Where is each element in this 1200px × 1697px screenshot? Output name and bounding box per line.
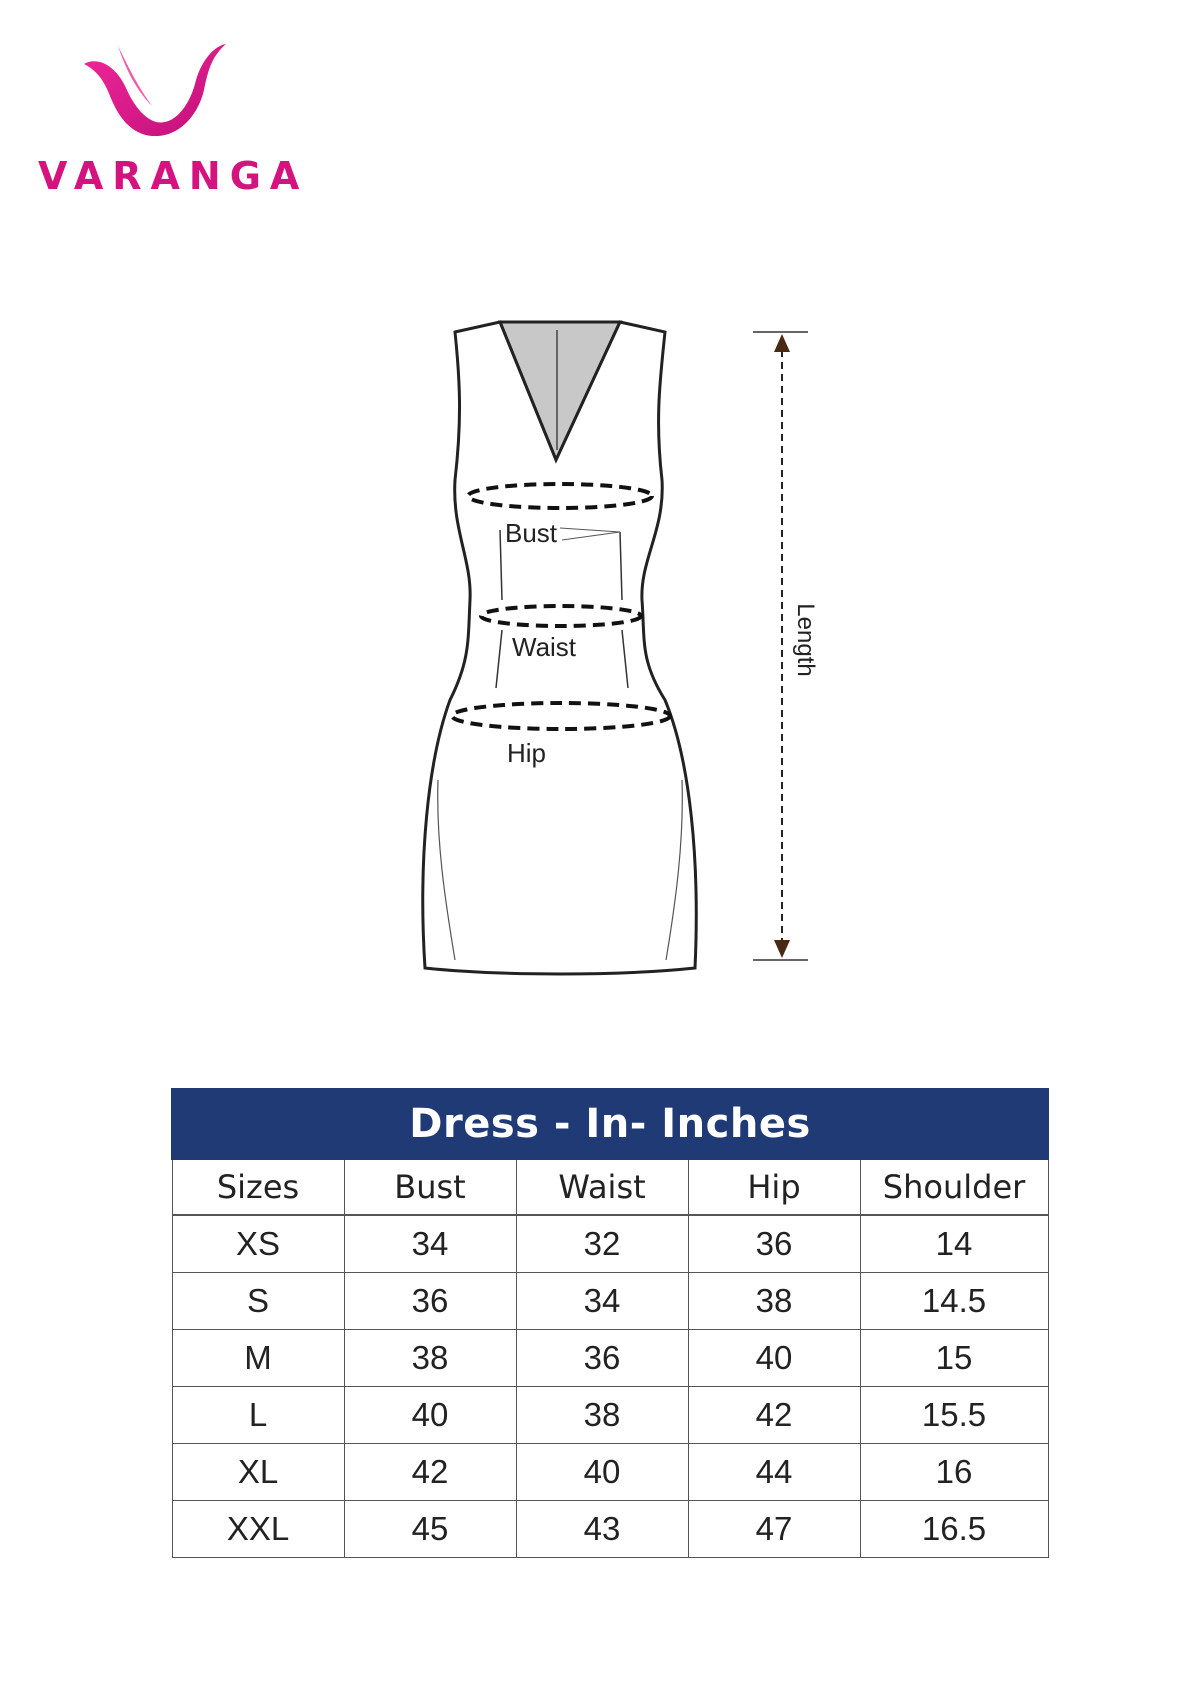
brand-name: VARANGA	[38, 154, 309, 198]
hip-cell: 36	[688, 1215, 860, 1273]
bust-cell: 34	[344, 1215, 516, 1273]
table-row	[172, 1330, 1048, 1387]
column-header: Bust	[344, 1159, 516, 1215]
table-title: Dress - In- Inches	[172, 1089, 1048, 1159]
column-header: Waist	[516, 1159, 688, 1215]
hip-cell: 47	[688, 1501, 860, 1558]
waist-cell: 40	[516, 1444, 688, 1501]
hip-cell: 42	[688, 1387, 860, 1444]
bust-cell: 38	[344, 1330, 516, 1387]
waist-cell: 38	[516, 1387, 688, 1444]
table-row	[172, 1387, 1048, 1444]
column-header: Shoulder	[860, 1159, 1048, 1215]
varanga-v-icon	[78, 36, 228, 136]
bust-cell: 42	[344, 1444, 516, 1501]
size-cell: L	[172, 1387, 344, 1444]
shoulder-cell: 16.5	[860, 1501, 1048, 1558]
size-cell: XL	[172, 1444, 344, 1501]
dress-measurement-diagram	[0, 300, 1200, 1000]
waist-label: Waist	[512, 632, 577, 662]
table-header-row	[172, 1159, 1048, 1215]
bust-cell: 45	[344, 1501, 516, 1558]
bust-label: Bust	[505, 518, 558, 548]
table-row	[172, 1501, 1048, 1558]
hip-cell: 40	[688, 1330, 860, 1387]
brand-logo	[38, 36, 309, 206]
hip-cell: 38	[688, 1273, 860, 1330]
size-cell: M	[172, 1330, 344, 1387]
waist-cell: 34	[516, 1273, 688, 1330]
bust-cell: 40	[344, 1387, 516, 1444]
bust-cell: 36	[344, 1273, 516, 1330]
shoulder-cell: 16	[860, 1444, 1048, 1501]
size-cell: S	[172, 1273, 344, 1330]
waist-cell: 32	[516, 1215, 688, 1273]
shoulder-cell: 14.5	[860, 1273, 1048, 1330]
waist-cell: 36	[516, 1330, 688, 1387]
column-header: Hip	[688, 1159, 860, 1215]
shoulder-cell: 15	[860, 1330, 1048, 1387]
shoulder-cell: 14	[860, 1215, 1048, 1273]
waist-cell: 43	[516, 1501, 688, 1558]
hip-cell: 44	[688, 1444, 860, 1501]
table-row	[172, 1215, 1048, 1273]
hip-label: Hip	[507, 738, 547, 768]
size-cell: XXL	[172, 1501, 344, 1558]
column-header: Sizes	[172, 1159, 344, 1215]
shoulder-cell: 15.5	[860, 1387, 1048, 1444]
table-row	[172, 1444, 1048, 1501]
length-label: Length	[792, 603, 819, 677]
size-chart-table	[171, 1088, 1049, 1558]
size-cell: XS	[172, 1215, 344, 1273]
table-row	[172, 1273, 1048, 1330]
